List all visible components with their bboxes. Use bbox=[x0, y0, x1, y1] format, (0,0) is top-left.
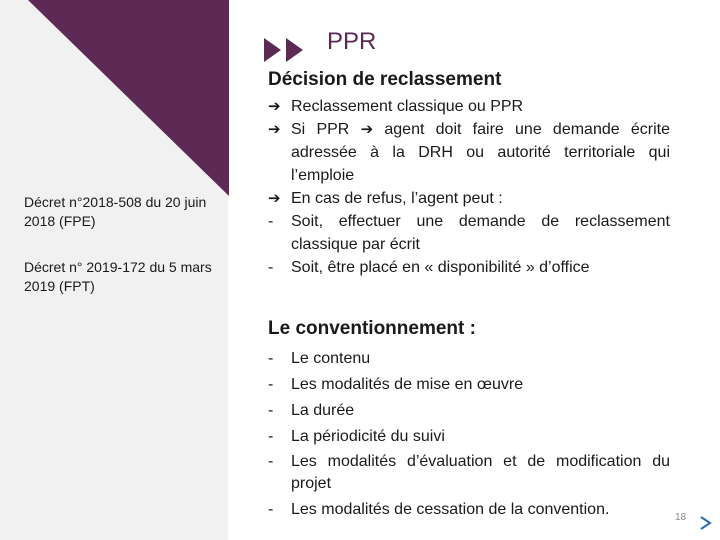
arrow-right-icon: ➔ bbox=[360, 121, 374, 138]
corner-triangle-decoration bbox=[0, 0, 230, 200]
dash-marker: - bbox=[268, 213, 274, 230]
list-item-text: Soit, effectuer une demande de reclassement classique par écrit bbox=[291, 213, 670, 253]
list-item bbox=[268, 210, 670, 256]
list-item-text: Soit, être placé en « disponibilité » d’office bbox=[291, 259, 590, 276]
list-item bbox=[268, 425, 670, 448]
dash-marker: - bbox=[268, 501, 274, 518]
list-item bbox=[268, 118, 670, 187]
list-item bbox=[268, 95, 670, 118]
list-item-text: Reclassement classique ou PPR bbox=[291, 98, 524, 115]
list-item-text: En cas de refus, l’agent peut : bbox=[291, 190, 503, 207]
arrow-right-icon: ➔ bbox=[268, 121, 281, 138]
list-item bbox=[268, 498, 670, 521]
double-chevron-right-icon bbox=[264, 38, 308, 64]
list-item-text: Les modalités d’évaluation et de modification du projet bbox=[291, 453, 670, 492]
list-item bbox=[268, 256, 670, 279]
dash-marker: - bbox=[268, 402, 274, 419]
list-item bbox=[268, 347, 670, 370]
list-item-text: Le contenu bbox=[291, 350, 371, 367]
dash-marker: - bbox=[268, 453, 274, 470]
dash-marker: - bbox=[268, 350, 274, 367]
arrow-right-icon: ➔ bbox=[268, 98, 281, 115]
list-item-text: Si PPR bbox=[291, 121, 361, 138]
dash-marker: - bbox=[268, 376, 274, 393]
section-heading-convention: Le conventionnement : bbox=[268, 318, 476, 339]
next-slide-icon[interactable] bbox=[699, 515, 713, 531]
list-item-text: Les modalités de cessation de la convention. bbox=[291, 501, 610, 518]
decision-list bbox=[268, 95, 670, 279]
list-item-text: Les modalités de mise en œuvre bbox=[291, 376, 524, 393]
page-number: 18 bbox=[675, 512, 687, 523]
arrow-right-icon: ➔ bbox=[268, 190, 281, 207]
dash-marker: - bbox=[268, 259, 274, 276]
convention-list bbox=[268, 344, 670, 521]
list-item-text: La périodicité du suivi bbox=[291, 428, 445, 445]
list-item bbox=[268, 373, 670, 396]
section-heading-decision: Décision de reclassement bbox=[268, 69, 502, 90]
list-item-text: agent doit faire une demande écrite adressée à la DRH ou autorité territoriale qui l’emploie bbox=[291, 121, 671, 184]
list-item bbox=[268, 399, 670, 422]
list-item bbox=[268, 187, 670, 210]
reference-decree-fpt: Décret n° 2019-172 du 5 mars 2019 (FPT) bbox=[24, 259, 212, 294]
list-item-text: La durée bbox=[291, 402, 355, 419]
list-item bbox=[268, 451, 670, 495]
dash-marker: - bbox=[268, 428, 274, 445]
slide-title: PPR bbox=[327, 28, 377, 55]
reference-decree-fpe: Décret n°2018-508 du 20 juin 2018 (FPE) bbox=[24, 194, 207, 229]
